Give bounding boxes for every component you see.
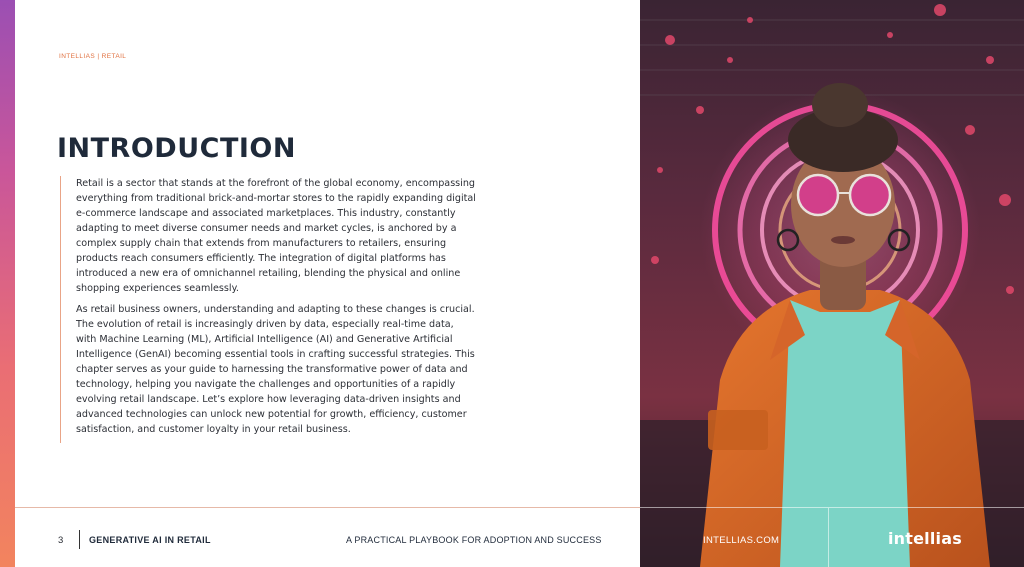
photo-footer-divider [640, 507, 1024, 508]
accent-gradient-bar [0, 0, 15, 567]
document-name: GENERATIVE AI IN RETAIL [89, 535, 211, 545]
document-tagline: A PRACTICAL PLAYBOOK FOR ADOPTION AND SUCCESS [346, 535, 602, 545]
eyebrow-label: INTELLIAS | RETAIL [59, 53, 127, 60]
website-link[interactable]: INTELLIAS.COM [703, 535, 780, 546]
hero-photo [640, 0, 1024, 567]
photo-footer-separator [828, 508, 829, 567]
footer-separator [79, 530, 80, 549]
footer-divider [15, 507, 640, 508]
intro-body [60, 176, 476, 443]
page-number: 3 [58, 535, 64, 546]
intro-paragraph-1: Retail is a sector that stands at the forefront of the global economy, encompassing everything from traditional brick-and-mortar stores to the rapidly expanding digital e-commerce landscape and associated marketplaces. This industry, constantly adapting to meet diverse consumer needs and market cycles, is anchored by a complex supply chain that extends from manufacturers to retailers, ensuring products reach consumers efficiently. The integration of digital platforms has introduced a new era of omnichannel retailing, blending the physical and online shopping experiences seamlessly. [76, 178, 476, 294]
page-title: INTRODUCTION [57, 133, 296, 164]
intro-paragraph-2: As retail business owners, understanding and adapting to these changes is crucial. The evolution of retail is increasingly driven by data, especially real-time data, with Machine Learning (ML), Artificial Intelligence (AI) and Generative Artificial Intelligence (GenAI) becoming essential tools in crafting successful strategies. This chapter serves as your guide to harnessing the transformative power of data and technology, helping you navigate the challenges and opportunities of a rapidly evolving retail landscape. Let’s explore how leveraging data-driven insights and advanced technologies can unlock new potential for growth, efficiency, customer satisfaction, and customer loyalty in your retail business. [76, 304, 475, 435]
intellias-logo: intellias [888, 529, 962, 548]
